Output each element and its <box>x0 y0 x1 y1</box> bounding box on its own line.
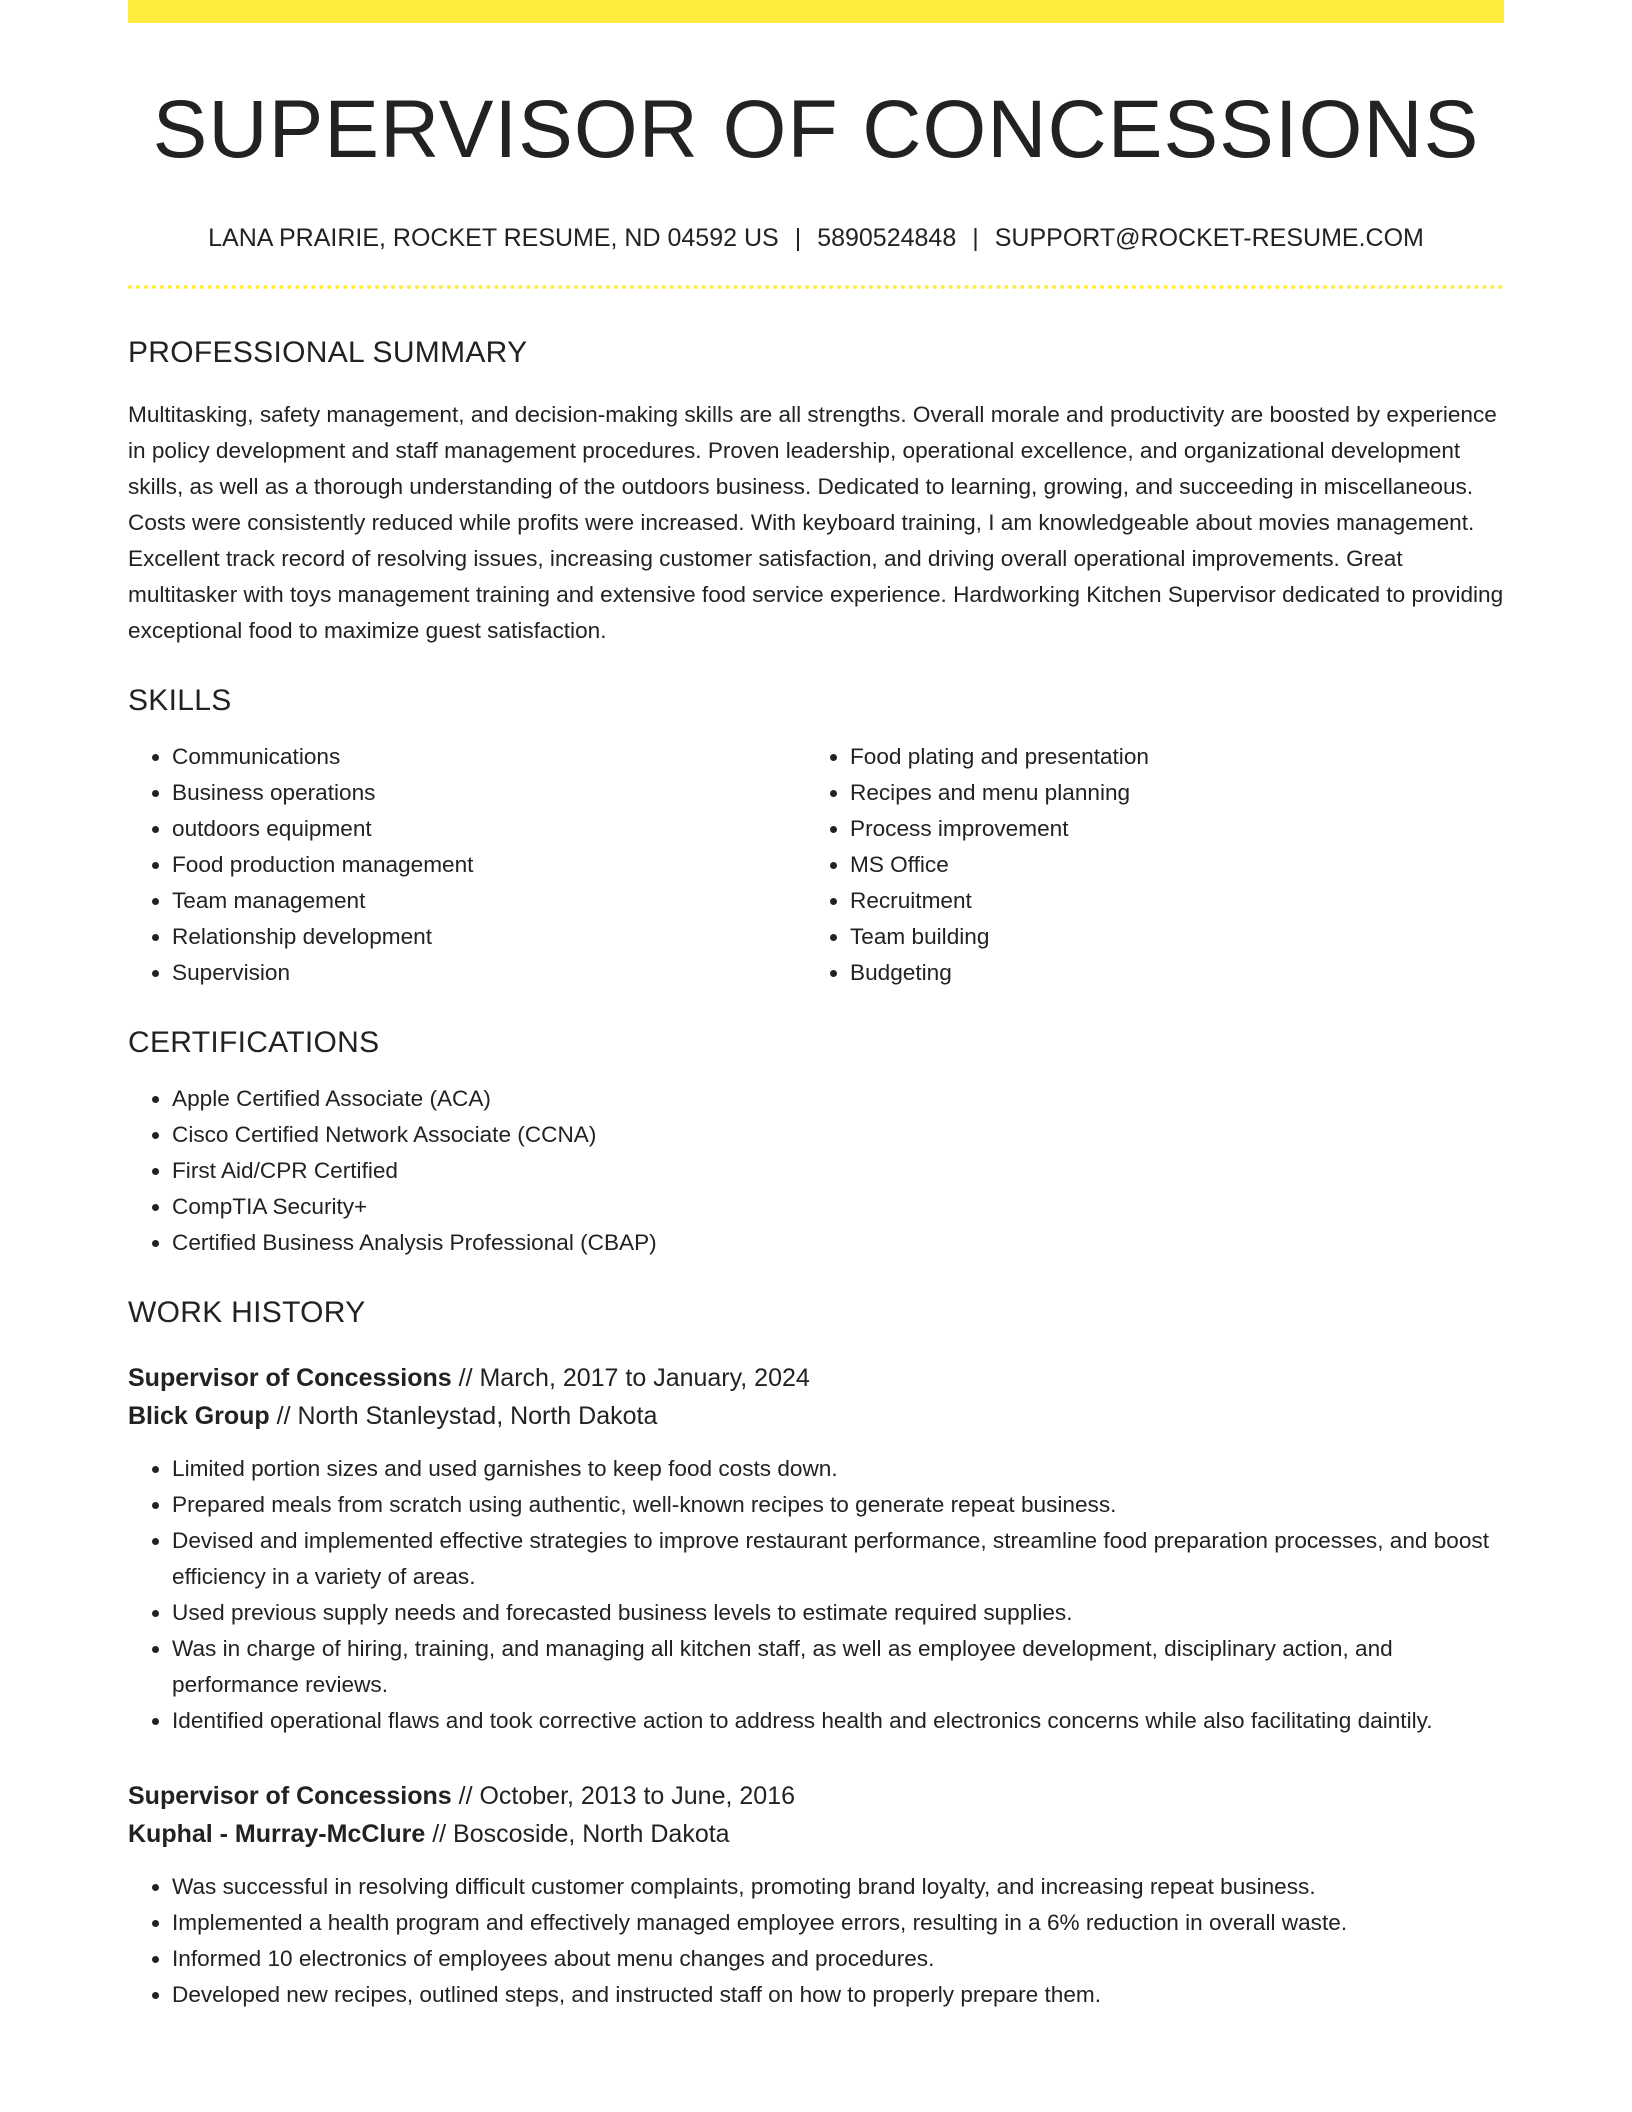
certification-item: • Apple Certified Associate (ACA) <box>172 1081 1504 1117</box>
resume-title: SUPERVISOR OF CONCESSIONS <box>152 84 1480 175</box>
job-title: Supervisor of Concessions <box>128 1364 452 1393</box>
skill-item: • Communications <box>172 739 806 775</box>
work-history-heading: WORK HISTORY <box>128 1296 366 1330</box>
job-duty: • Developed new recipes, outlined steps, and instructed staff on how to properly prepare them. <box>172 1977 1504 2013</box>
skill-item: • outdoors equipment <box>172 811 806 847</box>
job-company-line <box>128 1815 1504 1853</box>
job-duties-list <box>128 1451 1504 1739</box>
skill-item: • Business operations <box>172 775 806 811</box>
contact-separator: | <box>972 224 979 253</box>
job-duty: • Implemented a health program and effectively managed employee errors, resulting in a 6% reduction in overall waste. <box>172 1905 1504 1941</box>
certification-item: • CompTIA Security+ <box>172 1189 1504 1225</box>
summary-text: Multitasking, safety management, and decision-making skills are all strengths. Overall morale and productivity are boosted by experience in policy development and staff management procedures. Proven leadership, operational excellence, and organizational development skills, as well as a thorough understanding of the outdoors business. Dedicated to learning, growing, and succeeding in miscellaneous. Costs were consistently reduced while profits were increased. With keyboard training, I am knowledgeable about movies management. Excellent track record of resolving issues, increasing customer satisfaction, and driving overall operational improvements. Great multitasker with toys management training and extensive food service experience. Hardworking Kitchen Supervisor dedicated to providing exceptional food to maximize guest satisfaction. <box>128 402 1504 644</box>
skill-item: • Process improvement <box>850 811 1484 847</box>
work-history-section <box>128 1295 1504 2013</box>
job-title: Supervisor of Concessions <box>128 1782 452 1811</box>
job-duty: • Informed 10 electronics of employees about menu changes and procedures. <box>172 1941 1504 1977</box>
skill-item: • Food production management <box>172 847 806 883</box>
job-company-line <box>128 1397 1504 1435</box>
accent-top-bar <box>128 0 1504 23</box>
resume-page <box>128 0 1504 2013</box>
job-duty: • Used previous supply needs and forecasted business levels to estimate required supplies. <box>172 1595 1504 1631</box>
skills-heading: SKILLS <box>128 684 232 718</box>
job-entry <box>128 1777 1504 2013</box>
contact-phone: 5890524848 <box>817 224 957 253</box>
skill-item: • Recruitment <box>850 883 1484 919</box>
skill-item: • Budgeting <box>850 955 1484 991</box>
skill-item: • Team building <box>850 919 1484 955</box>
job-location: // Boscoside, North Dakota <box>425 1820 730 1849</box>
certification-item: • First Aid/CPR Certified <box>172 1153 1504 1189</box>
job-dates: // March, 2017 to January, 2024 <box>451 1364 810 1393</box>
job-duty: • Identified operational flaws and took corrective action to address health and electronics concerns while also facilitating daintily. <box>172 1703 1504 1739</box>
job-duties-list <box>128 1869 1504 2013</box>
certifications-section <box>128 1025 1504 1261</box>
job-title-line <box>128 1359 1504 1397</box>
skills-grid <box>128 739 1504 991</box>
summary-section <box>128 335 1504 649</box>
skills-list-left <box>128 739 806 991</box>
skill-item: • Supervision <box>172 955 806 991</box>
skill-item: • Recipes and menu planning <box>850 775 1484 811</box>
contact-email: SUPPORT@ROCKET-RESUME.COM <box>994 224 1424 253</box>
job-location: // North Stanleystad, North Dakota <box>269 1402 658 1431</box>
certifications-list <box>128 1081 1504 1261</box>
job-title-line <box>128 1777 1504 1815</box>
skills-section <box>128 683 1504 991</box>
job-duty: • Was successful in resolving difficult customer complaints, promoting brand loyalty, and increasing repeat business. <box>172 1869 1504 1905</box>
contact-address: LANA PRAIRIE, ROCKET RESUME, ND 04592 US <box>208 224 779 253</box>
skill-item: • Relationship development <box>172 919 806 955</box>
certifications-heading: CERTIFICATIONS <box>128 1026 380 1060</box>
skill-item: • Food plating and presentation <box>850 739 1484 775</box>
dotted-divider <box>128 285 1504 289</box>
job-duty: • Was in charge of hiring, training, and managing all kitchen staff, as well as employee development, disciplinary action, and performance reviews. <box>172 1631 1504 1703</box>
certification-item: • Cisco Certified Network Associate (CCNA) <box>172 1117 1504 1153</box>
job-entry <box>128 1359 1504 1739</box>
job-duty: • Limited portion sizes and used garnishes to keep food costs down. <box>172 1451 1504 1487</box>
skill-item: • MS Office <box>850 847 1484 883</box>
contact-line <box>128 223 1504 253</box>
summary-heading: PROFESSIONAL SUMMARY <box>128 336 528 370</box>
certification-item: • Certified Business Analysis Professional (CBAP) <box>172 1225 1504 1261</box>
job-duty: • Devised and implemented effective strategies to improve restaurant performance, streamline food preparation processes, and boost efficiency in a variety of areas. <box>172 1523 1504 1595</box>
contact-separator: | <box>794 224 802 253</box>
skill-item: • Team management <box>172 883 806 919</box>
job-company: Kuphal - Murray-McClure <box>128 1820 426 1849</box>
skills-list-right <box>806 739 1484 991</box>
job-dates: // October, 2013 to June, 2016 <box>451 1782 796 1811</box>
job-duty: • Prepared meals from scratch using authentic, well-known recipes to generate repeat business. <box>172 1487 1504 1523</box>
job-company: Blick Group <box>128 1402 270 1431</box>
